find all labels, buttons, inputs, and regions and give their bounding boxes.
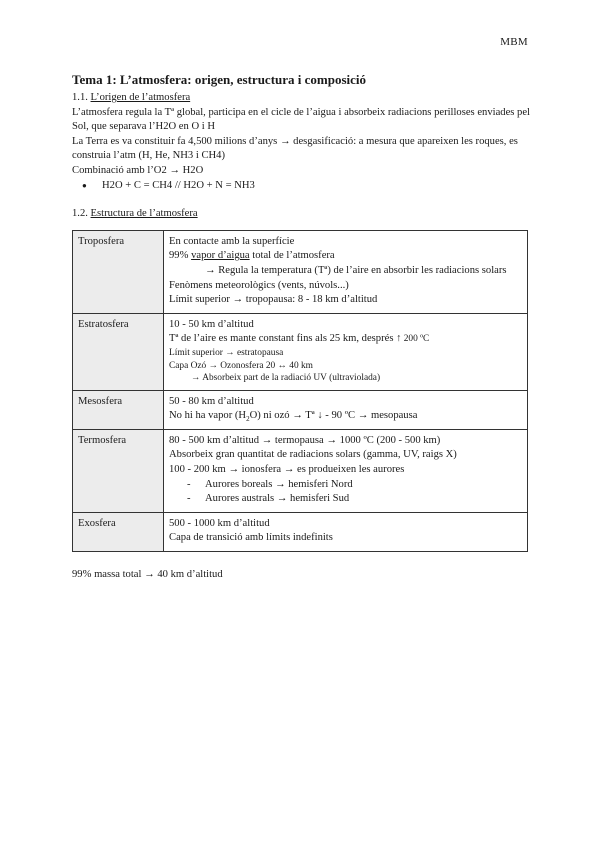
section-2-heading	[72, 207, 532, 222]
table-row	[73, 512, 528, 551]
text-span: Tª de l’aire es mante constant fins als 25 km, després ↑	[169, 333, 402, 345]
layer-name-estratosfera: Estratosfera	[73, 313, 164, 390]
section-1-line-3: Combinació amb l’O2 → H2O	[72, 164, 204, 176]
table-row	[73, 390, 528, 429]
table-cell-line	[169, 332, 522, 347]
text-span: Aurores boreals → hemisferi Nord	[205, 478, 353, 490]
footer-note: 99% massa total → 40 km d’altitud	[72, 569, 223, 581]
layer-desc-troposfera	[164, 230, 528, 313]
text-span: 99%	[169, 250, 192, 262]
table-cell-line: En contacte amb la superfície	[169, 235, 295, 247]
table-cell-line: 80 - 500 km d’altitud → termopausa → 1000 ºC (200 - 500 km)	[169, 434, 441, 446]
section-2-number: 1.2.	[72, 208, 91, 220]
text-span: Aurores australs → hemisferi Sud	[205, 493, 350, 505]
text-span: total de l’atmosfera	[249, 250, 335, 262]
section-1-bullet-list	[72, 179, 532, 194]
table-cell-line: Capa Ozó → Ozonosfera 20 ↔ 40 km	[169, 360, 313, 371]
section-1-line-1: L’atmosfera regula la Tª global, participa en el cicle de l’aigua i absorbeix radiacions perilloses enviades pel Sol, que separava l’H2O en O i H	[72, 106, 530, 133]
list-item: ● H2O + C = CH4 // H2O + N = NH3	[92, 179, 532, 194]
section-1-heading	[72, 91, 532, 106]
document-body	[72, 72, 532, 583]
dash-list-item: - Aurores australs → hemisferi Sud	[187, 493, 350, 505]
subscript: 2	[246, 415, 250, 424]
table-cell-line: Límit superior → estratopausa	[169, 347, 284, 358]
document-title: Tema 1: L’atmosfera: origen, estructura i composició	[72, 72, 367, 87]
table-cell-line	[169, 409, 522, 424]
table-cell-line: Absorbeix gran quantitat de radiacions solars (gamma, UV, raigs X)	[169, 449, 457, 461]
section-1-line-2: La Terra es va constituir fa 4,500 milions d’anys → desgasificació: a mesura que apareixen les roques, es construia l’atm (H, He, NH3 i CH4)	[72, 135, 518, 162]
text-span: No hi ha vapor (H	[169, 410, 247, 422]
table-cell-line: Límit superior → tropopausa: 8 - 18 km d’altitud	[169, 294, 378, 306]
section-2-title: Estructura de l’atmosfera	[90, 208, 198, 220]
atmosphere-layers-table	[72, 230, 528, 552]
table-row	[73, 429, 528, 512]
text-span: 200 ºC	[401, 334, 430, 345]
table-cell-line: Fenòmens meteorològics (vents, núvols...)	[169, 279, 349, 291]
table-cell-line: → Regula la temperatura (Tª) de l’aire en absorbir les radiacions solars	[205, 264, 507, 276]
layer-desc-mesosfera	[164, 390, 528, 429]
section-1-number: 1.1.	[72, 92, 91, 103]
layer-desc-termosfera	[164, 429, 528, 512]
table-row	[73, 313, 528, 390]
table-cell-line	[169, 249, 522, 264]
layer-name-exosfera: Exosfera	[73, 512, 164, 551]
underlined-term: vapor d’aigua	[191, 250, 250, 262]
layer-desc-estratosfera	[164, 313, 528, 390]
text-span: O) ni ozó → Tª ↓ - 90 ºC → mesopausa	[249, 410, 418, 422]
table-cell-line: 10 - 50 km d’altitud	[169, 318, 254, 330]
page-header-author: MBM	[500, 36, 528, 48]
table-cell-line: 50 - 80 km d’altitud	[169, 395, 254, 407]
layer-name-troposfera: Troposfera	[73, 230, 164, 313]
layer-desc-exosfera	[164, 512, 528, 551]
dash-list-item: - Aurores boreals → hemisferi Nord	[187, 478, 353, 490]
section-1-title: L’origen de l’atmosfera	[90, 92, 191, 103]
table-cell-line: Capa de transició amb límits indefinits	[169, 532, 333, 544]
layer-name-mesosfera: Mesosfera	[73, 390, 164, 429]
table-cell-line: 100 - 200 km → ionosfera → es produeixen les aurores	[169, 464, 405, 476]
layer-name-termosfera: Termosfera	[73, 429, 164, 512]
table-cell-line: → Absorbeix part de la radiació UV (ultraviolada)	[191, 373, 381, 384]
table-row	[73, 230, 528, 313]
table-cell-line: 500 - 1000 km d’altitud	[169, 517, 270, 529]
